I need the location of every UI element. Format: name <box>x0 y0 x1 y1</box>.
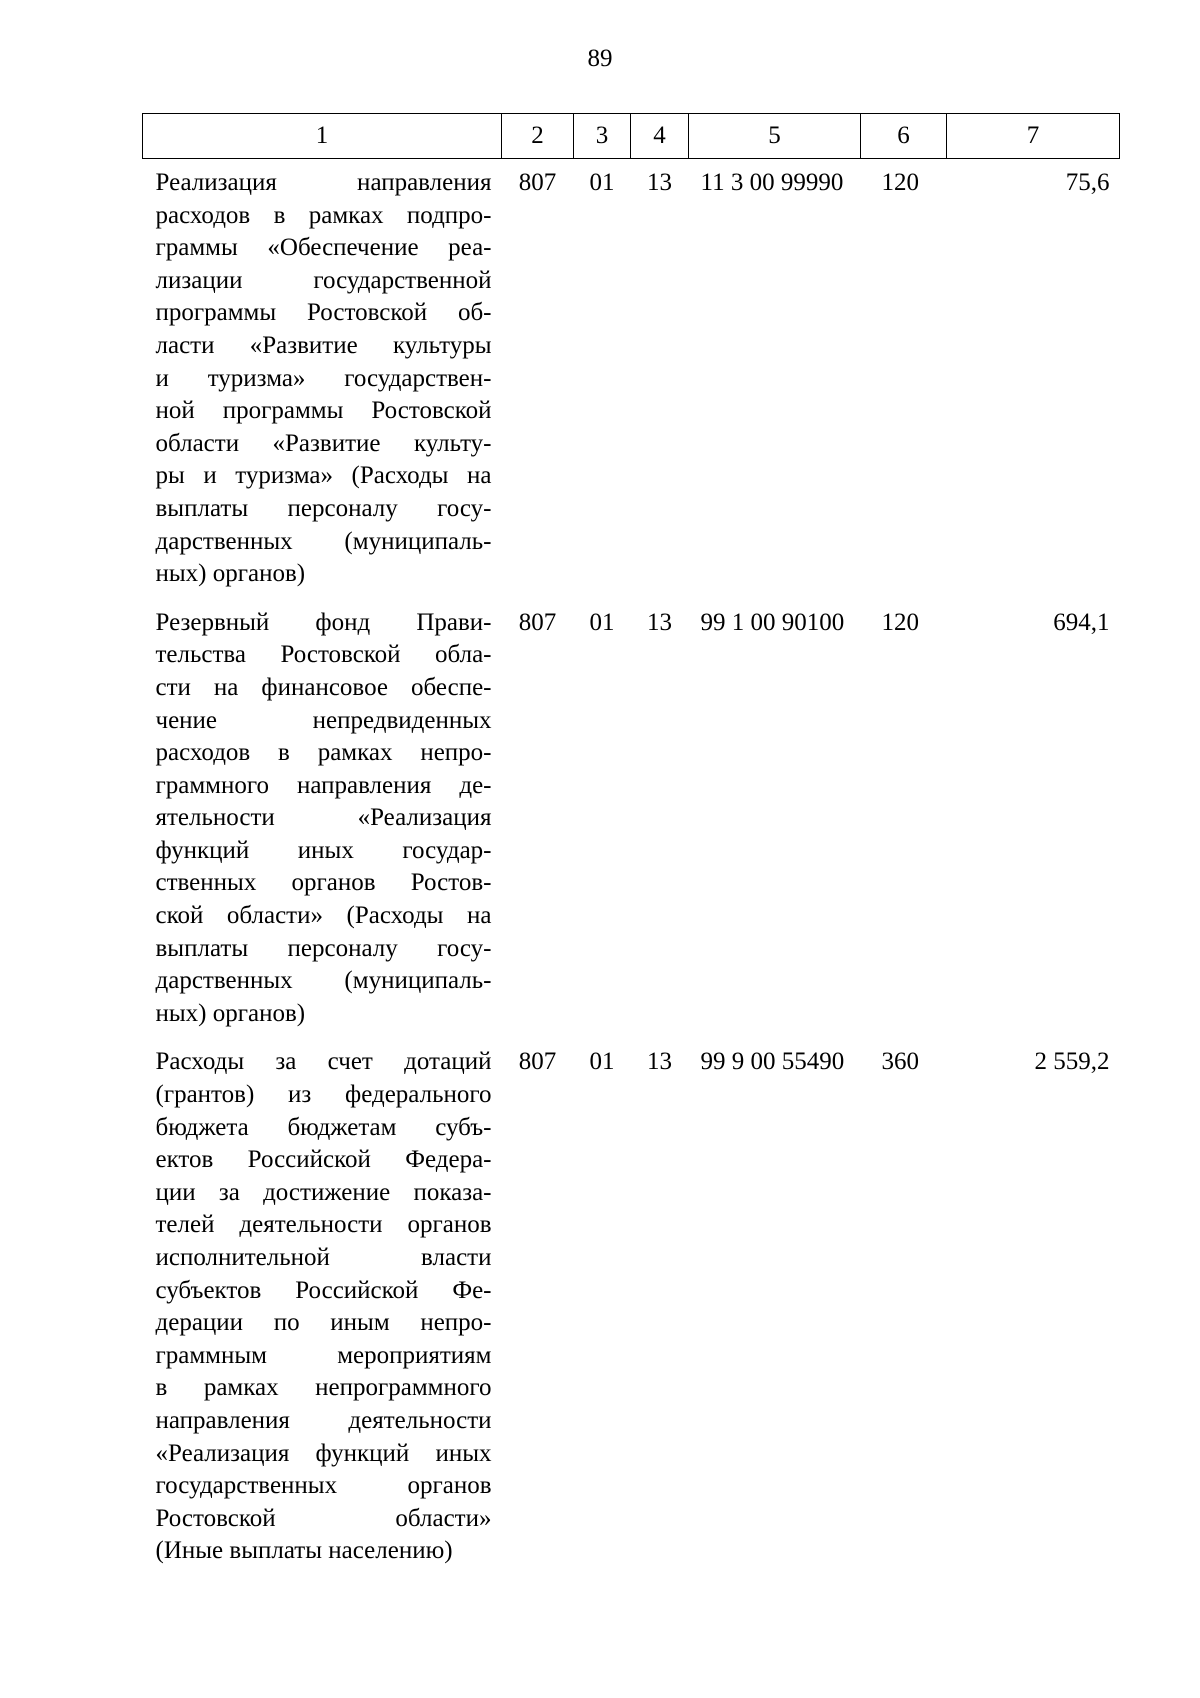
description-line: Ростовской области» <box>155 1504 492 1532</box>
description-line: «Реализация функций иных <box>155 1439 492 1467</box>
section-code: 01 <box>589 608 615 636</box>
budget-table <box>142 113 1120 1576</box>
description-line: телей деятельности органов <box>155 1211 492 1239</box>
description-line: (грантов) из федерального <box>155 1081 492 1109</box>
description-line: (Иные выплаты населению) <box>155 1537 453 1565</box>
description-line: тельства Ростовской обла- <box>155 641 492 669</box>
target-article-code: 11 3 00 99990 <box>700 169 844 196</box>
description-line: ции за достижение показа- <box>155 1178 492 1206</box>
amount: 75,6 <box>1065 169 1110 196</box>
description-line: расходов в рамках подпро- <box>155 201 492 229</box>
header-col-1: 1 <box>143 114 502 159</box>
description-line: программы Ростовской об- <box>155 299 492 327</box>
description-line: ской области» (Расходы на <box>155 902 492 930</box>
row-description <box>143 159 502 599</box>
description-line: сти на финансовое обеспе- <box>155 673 492 701</box>
row-description <box>143 1038 502 1576</box>
description-line: и туризма» государствен- <box>155 364 492 392</box>
description-line: направления деятельности <box>155 1406 492 1434</box>
expense-type-code: 360 <box>881 1048 919 1076</box>
description-line: ственных органов Ростов- <box>155 869 492 897</box>
description-line: ной программы Ростовской <box>155 397 492 425</box>
description-line: ятельности «Реализация <box>155 804 492 832</box>
ministry-code: 807 <box>518 1048 557 1076</box>
target-article-code: 99 9 00 55490 <box>700 1048 845 1076</box>
description-line: исполнительной власти <box>155 1244 492 1271</box>
page-number: 89 <box>587 45 613 72</box>
description-line: дарственных (муниципаль- <box>155 527 492 555</box>
description-line: в рамках непрограммного <box>155 1374 492 1402</box>
description-line: ных) органов) <box>155 999 306 1027</box>
ministry-code: 807 <box>518 608 557 636</box>
description-line: ных) органов) <box>155 560 306 588</box>
amount: 694,1 <box>1053 608 1110 636</box>
description-line: области «Развитие культу- <box>155 429 492 457</box>
description-line: чение непредвиденных <box>155 706 492 734</box>
header-col-7: 7 <box>947 114 1120 159</box>
description-line: Резервный фонд Прави- <box>155 608 492 636</box>
header-col-4: 4 <box>631 114 689 159</box>
description-line: ектов Российской Федера- <box>155 1146 492 1174</box>
description-line: граммным мероприятиям <box>155 1341 492 1369</box>
section-code: 01 <box>589 1048 615 1076</box>
section-code: 01 <box>589 169 615 196</box>
description-line: ласти «Развитие культуры <box>155 331 492 359</box>
description-line: Расходы за счет дотаций <box>155 1048 492 1076</box>
description-line: граммы «Обеспечение реа- <box>155 234 492 262</box>
subsection-code: 13 <box>647 608 672 636</box>
subsection-code: 13 <box>647 169 672 196</box>
description-line: бюджета бюджетам субъ- <box>155 1113 492 1141</box>
description-line: Реализация направления <box>155 169 492 196</box>
subsection-code: 13 <box>647 1048 672 1076</box>
amount: 2 559,2 <box>1034 1048 1110 1076</box>
header-col-6: 6 <box>861 114 947 159</box>
description-line: государственных органов <box>155 1472 492 1500</box>
description-line: лизации государственной <box>155 266 492 294</box>
ministry-code: 807 <box>518 169 557 196</box>
description-line: ры и туризма» (Расходы на <box>155 462 492 490</box>
table-row <box>143 1038 1120 1576</box>
header-col-3: 3 <box>574 114 631 159</box>
description-line: выплаты персоналу госу- <box>155 934 492 962</box>
description-line: граммного направления де- <box>155 771 492 799</box>
row-description <box>143 599 502 1039</box>
header-col-2: 2 <box>502 114 574 159</box>
table-header-row <box>143 114 1120 159</box>
description-line: дарственных (муниципаль- <box>155 967 492 995</box>
target-article-code: 99 1 00 90100 <box>700 608 845 636</box>
expense-type-code: 120 <box>881 608 919 636</box>
table-row <box>143 159 1120 599</box>
description-line: функций иных государ- <box>155 836 492 864</box>
description-line: выплаты персоналу госу- <box>155 494 492 522</box>
description-line: субъектов Российской Фе- <box>155 1276 492 1304</box>
table-row <box>143 599 1120 1039</box>
header-col-5: 5 <box>689 114 861 159</box>
description-line: расходов в рамках непро- <box>155 739 492 767</box>
expense-type-code: 120 <box>881 169 919 196</box>
description-line: дерации по иным непро- <box>155 1309 492 1337</box>
